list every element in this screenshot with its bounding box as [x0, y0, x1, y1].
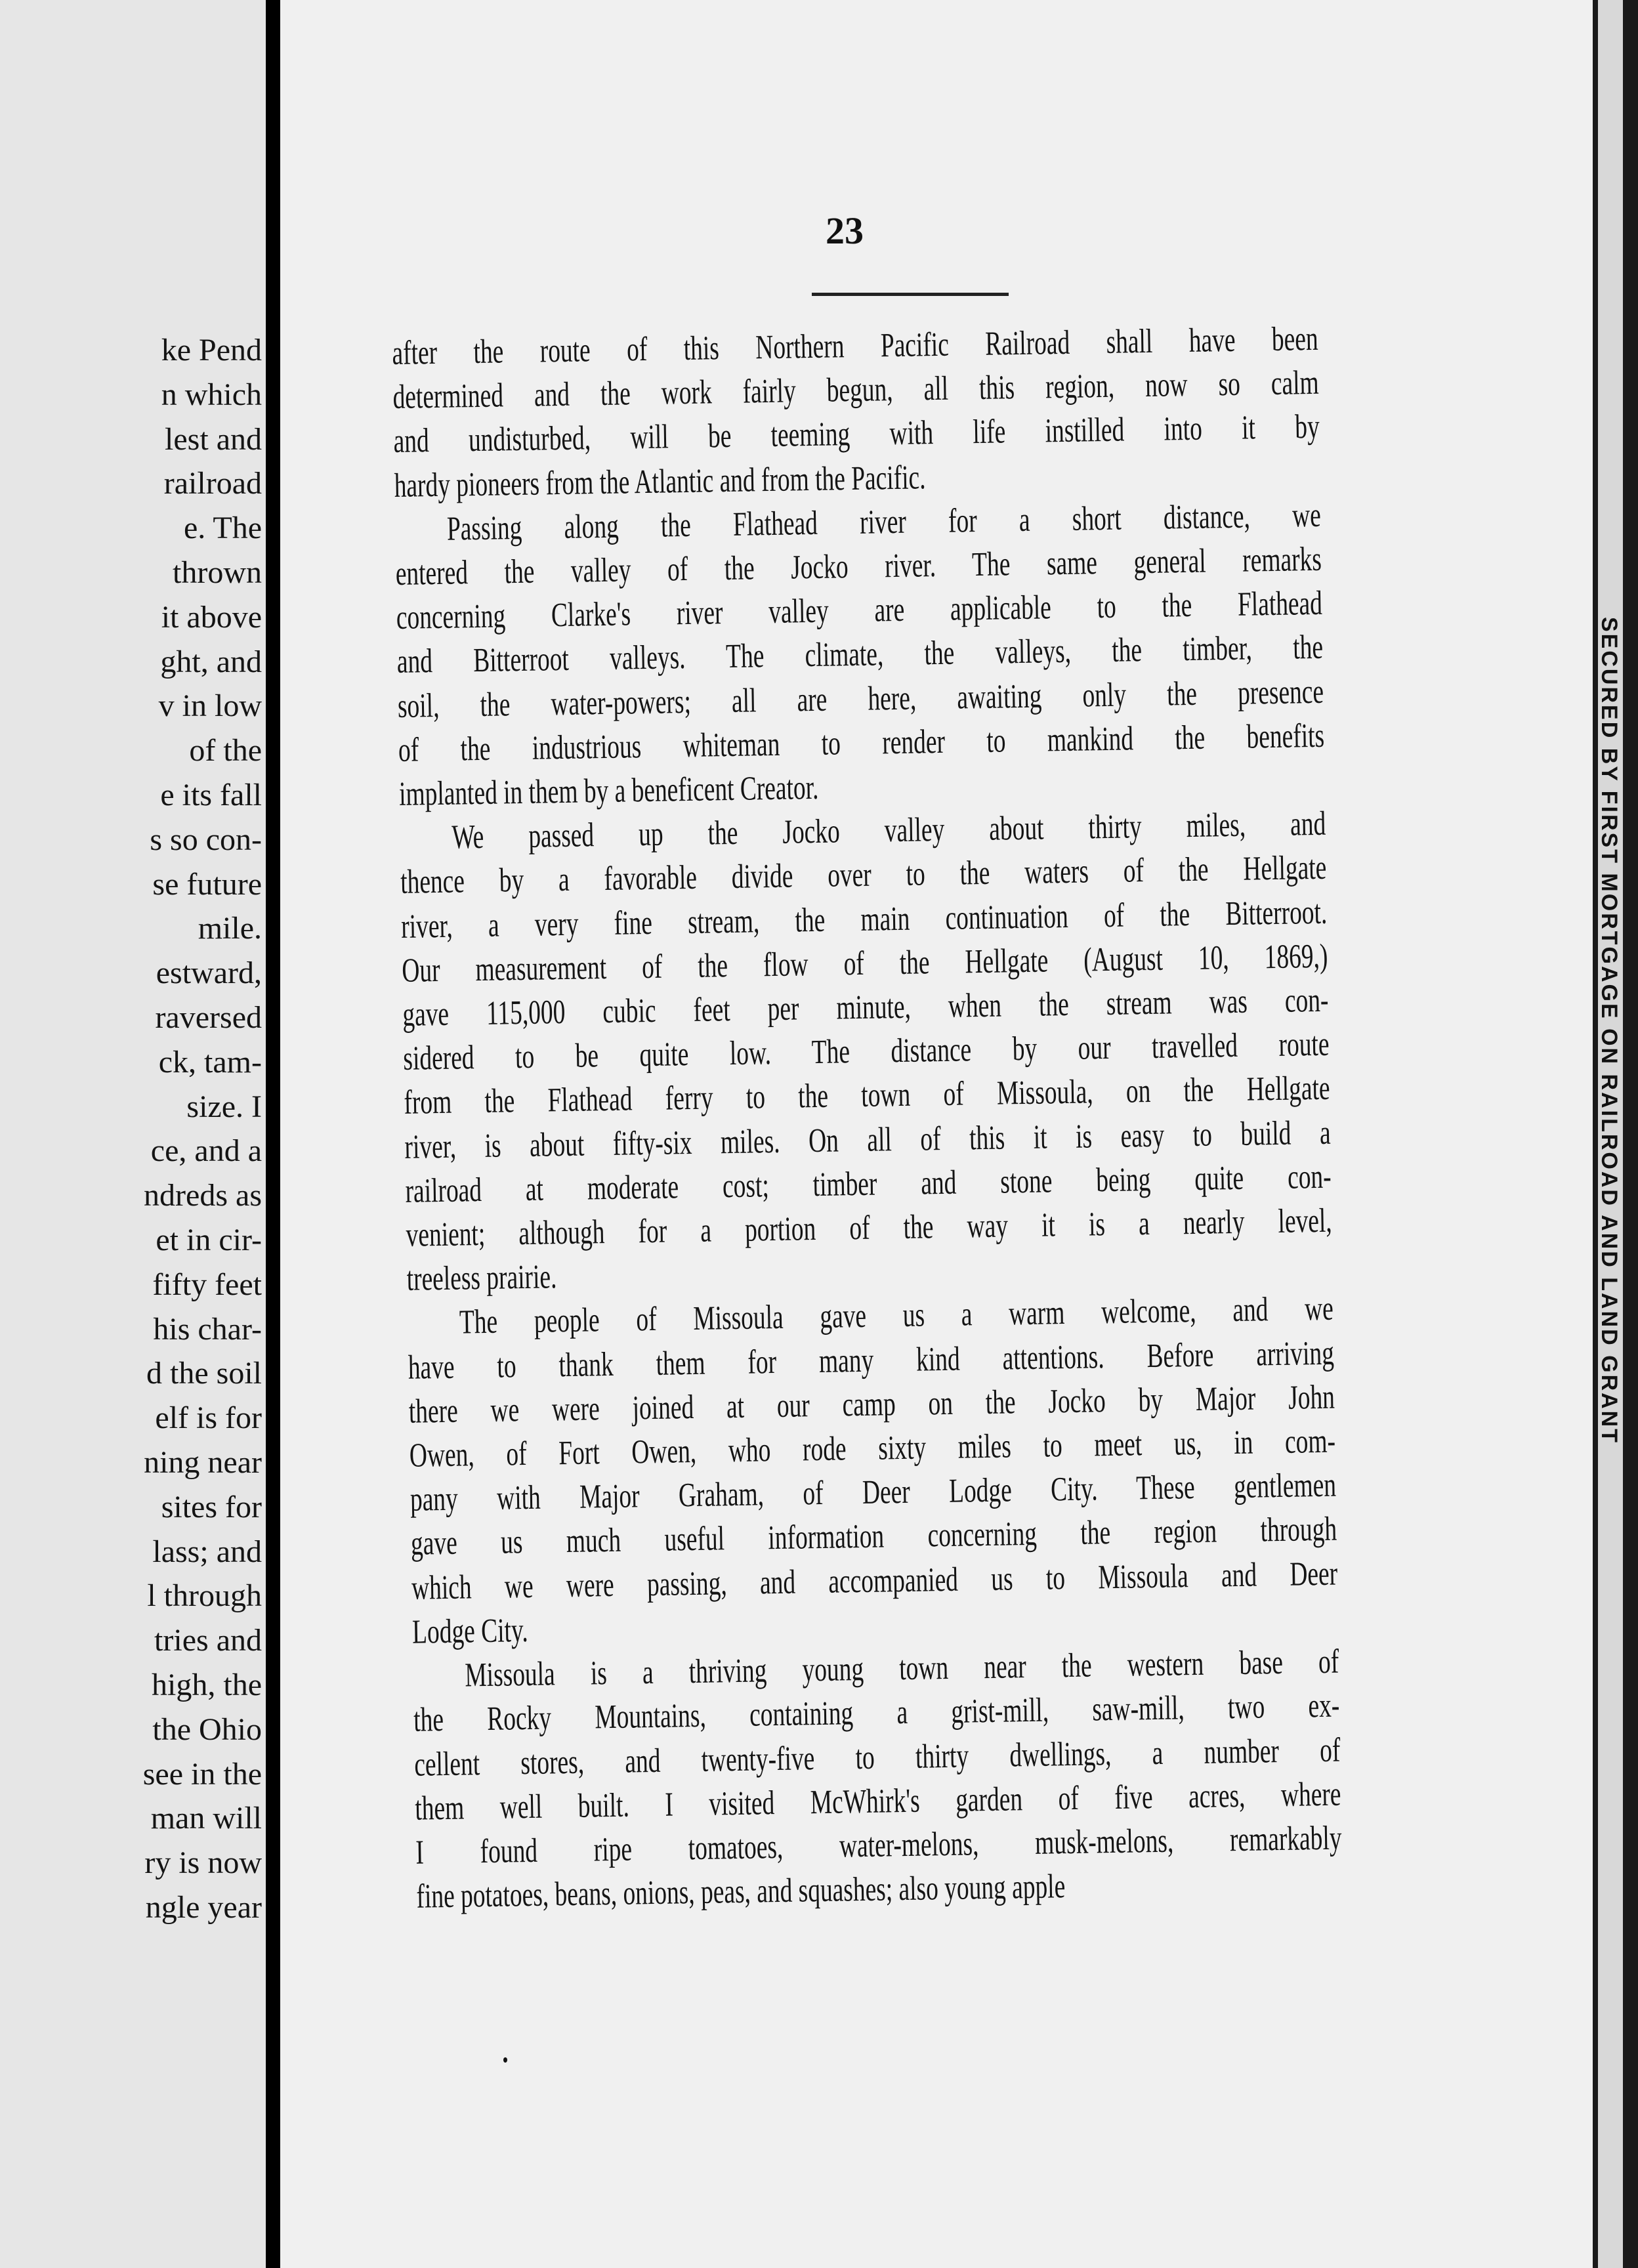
- text-line: have to thank them for many kind attentions. Before arriving: [408, 1334, 1335, 1387]
- paragraph: [394, 494, 1325, 817]
- facing-text-line: e its fall: [160, 777, 262, 812]
- facing-text-line: railroad: [163, 466, 262, 501]
- text-line: railroad at moderate cost; timber and stone being quite con-: [405, 1158, 1332, 1210]
- text-line: We passed up the Jocko valley about thirty miles, and: [451, 805, 1326, 856]
- text-line: and Bitterroot valleys. The climate, the valleys, the timber, the: [396, 629, 1324, 681]
- facing-text-line: ngle year: [145, 1889, 262, 1925]
- text-line: I found ripe tomatoes, water-melons, musk-melons, remarkably: [415, 1819, 1342, 1872]
- paragraph: [407, 1287, 1338, 1654]
- text-line: Lodge City.: [411, 1611, 528, 1651]
- facing-text-line: ry is now: [144, 1845, 262, 1881]
- facing-text-line: s so con-: [150, 822, 262, 857]
- book-spine: [266, 0, 280, 2268]
- facing-text-line: sites for: [161, 1489, 262, 1524]
- facing-text-line: ning near: [144, 1444, 262, 1480]
- text-line: venient; although for a portion of the way it is a nearly level,: [406, 1202, 1333, 1254]
- facing-text-line: of the: [189, 733, 262, 768]
- text-line: there we were joined at our camp on the Jocko by Major John: [408, 1378, 1335, 1431]
- facing-text-line: his char-: [153, 1311, 262, 1347]
- facing-text-line: ndreds as: [144, 1178, 262, 1213]
- text-line: from the Flathead ferry to the town of Missoula, on the Hellgate: [404, 1070, 1330, 1122]
- text-line: determined and the work fairly begun, all this region, now so calm: [392, 364, 1320, 417]
- facing-text-line: elf is for: [155, 1400, 262, 1436]
- text-line: pany with Major Graham, of Deer Lodge City. These gentlemen: [410, 1466, 1337, 1519]
- facing-text-line: estward,: [156, 956, 262, 991]
- facing-text-line: ce, and a: [150, 1133, 262, 1169]
- binding-edge: [1593, 0, 1638, 2268]
- facing-text-line: tries and: [154, 1623, 262, 1658]
- text-line: cellent stores, and twenty-five to thirty dwellings, a number of: [413, 1731, 1341, 1784]
- text-line: thence by a favorable divide over to the waters of the Hellgate: [400, 849, 1327, 902]
- facing-text-line: see in the: [142, 1756, 262, 1792]
- facing-text-line: d the soil: [146, 1356, 262, 1391]
- paragraph: [413, 1640, 1343, 1919]
- facing-text-line: l through: [147, 1578, 262, 1614]
- facing-text-line: fifty feet: [152, 1267, 262, 1302]
- header-rule: [812, 293, 1009, 296]
- text-line: river, is about fifty-six miles. On all of this it is easy to build a: [404, 1114, 1332, 1166]
- text-line: sidered to be quite low. The distance by our travelled route: [402, 1025, 1330, 1078]
- facing-page-text: [143, 328, 262, 1930]
- facing-text-line: size. I: [186, 1089, 262, 1124]
- text-line: the Rocky Mountains, containing a grist-mill, saw-mill, two ex-: [413, 1687, 1340, 1740]
- text-line: after the route of this Northern Pacific Railroad shall have been: [392, 320, 1318, 372]
- text-line: concerning Clarke's river valley are applicable to the Flathead: [396, 585, 1323, 637]
- page-number: 23: [826, 209, 864, 252]
- facing-text-line: lest and: [165, 421, 262, 457]
- text-line: The people of Missoula gave us a warm welcome, and we: [459, 1290, 1334, 1342]
- text-line: river, a very fine stream, the main continuation of the Bitterroot.: [400, 893, 1328, 946]
- text-line: soil, the water-powers; all are here, awaiting only the presence: [397, 673, 1324, 725]
- facing-text-line: mile.: [198, 911, 262, 946]
- text-line: gave us much useful information concerning the region through: [410, 1511, 1337, 1563]
- facing-text-line: lass; and: [152, 1534, 262, 1569]
- facing-text-line: et in cir-: [156, 1222, 262, 1257]
- facing-text-line: the Ohio: [152, 1712, 262, 1747]
- text-line: them well built. I visited McWhirk's garden of five acres, where: [414, 1775, 1341, 1828]
- document-page: [280, 0, 1593, 2268]
- text-line: which we were passing, and accompanied us to Missoula and Deer: [411, 1555, 1338, 1607]
- facing-text-line: it above: [161, 599, 262, 635]
- text-line: gave 115,000 cubic feet per minute, when the stream was con-: [402, 981, 1329, 1034]
- facing-text-line: n which: [161, 377, 262, 412]
- text-line: Missoula is a thriving young town near the western base of: [464, 1643, 1339, 1694]
- facing-text-line: high, the: [152, 1667, 262, 1702]
- facing-text-line: e. The: [183, 511, 262, 546]
- ink-speck: [503, 2057, 507, 2063]
- facing-text-line: man will: [150, 1801, 262, 1836]
- facing-text-line: thrown: [173, 555, 262, 590]
- text-line: and undisturbed, will be teeming with life instilled into it by: [393, 408, 1320, 461]
- text-line: Our measurement of the flow of the Hellgate (August 10, 1869,): [401, 937, 1328, 990]
- body-text: [392, 317, 1343, 1919]
- text-line: hardy pioneers from the Atlantic and from the Pacific.: [394, 458, 926, 505]
- text-line: Owen, of Fort Owen, who rode sixty miles to meet us, in com-: [409, 1422, 1336, 1475]
- facing-page: [0, 0, 266, 2268]
- paragraph: [392, 317, 1320, 508]
- facing-text-line: ck, tam-: [158, 1044, 262, 1080]
- text-line: entered the valley of the Jocko river. The same general remarks: [395, 540, 1322, 593]
- text-line: Passing along the Flathead river for a short distance, we: [446, 496, 1322, 548]
- facing-text-line: v in low: [158, 688, 262, 724]
- facing-text-line: ke Pend: [161, 333, 262, 368]
- facing-text-line: se future: [152, 866, 262, 902]
- text-line: of the industrious whiteman to render to mankind the benefits: [398, 717, 1325, 769]
- text-line: treeless prairie.: [406, 1258, 557, 1299]
- paragraph: [400, 802, 1334, 1301]
- edge-label: SECURED BY FIRST MORTGAGE ON RAILROAD AND LAND GRANT: [1597, 617, 1622, 1444]
- text-line: fine potatoes, beans, onions, peas, and squashes; also young apple: [416, 1868, 1066, 1916]
- text-line: implanted in them by a beneficent Creator.: [398, 768, 819, 813]
- facing-text-line: ght, and: [160, 644, 262, 679]
- facing-text-line: raversed: [155, 999, 262, 1035]
